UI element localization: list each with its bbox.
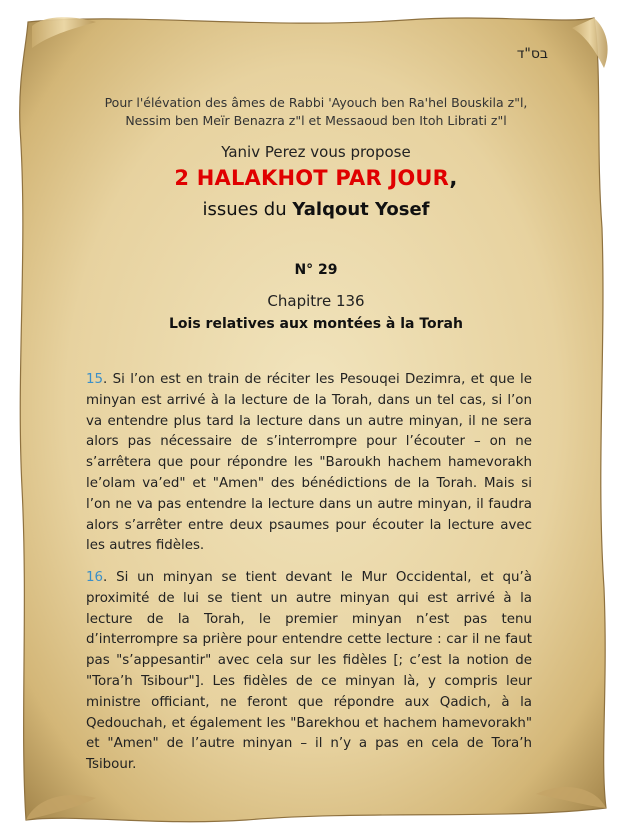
paragraph-number: 16	[86, 570, 104, 585]
halakha-paragraph	[86, 370, 532, 557]
subtitle-book: Yalqout Yosef	[292, 199, 430, 220]
paragraph-text: . Si un minyan se tient devant le Mur Occidental, et qu’à proximité de lui se tient un autre minyan qui est arrivé à la lecture de la Torah, le premier minyan n’est pas tenu d’interrompre sa prière pour entendre cette lecture : car il ne faut pas "s’appesantir" avec cela sur les fidèles [; c’est la notion de "Tora’h Tsibour"]. Les fidèles de ce minyan là, y compris leur ministre officiant, ne feront que répondre aux Qadich, à la Qedouchah, et également les "Barekhou et hachem hamevorakh" et "Amen" de l’autre minyan – il n’y a pas en cela de Tora’h Tsibour.	[86, 570, 532, 773]
dedication-line-2: Nessim ben Meïr Benazra z"l et Messaoud ben Itoh Librati z"l	[125, 113, 507, 128]
subtitle	[60, 199, 572, 220]
chapter-title: Lois relatives aux montées à la Torah	[169, 316, 463, 332]
page-title	[60, 166, 572, 190]
halakha-paragraph	[86, 568, 532, 776]
issue-number: N° 29	[294, 262, 338, 278]
bsd-mark: בס"ד	[516, 46, 548, 62]
paragraph-number: 15	[86, 372, 104, 387]
title-comma: ,	[449, 166, 458, 190]
intro-line: Yaniv Perez vous propose	[221, 143, 411, 161]
paragraph-text: . Si l’on est en train de réciter les Pesouqei Dezimra, et que le minyan est arrivé à la lecture de la Torah, dans un tel cas, si l’on va entendre plus tard la lecture dans un autre minyan, il ne sera alors pas nécessaire de s’interrompre pour l’écouter – on ne s’arrêtera que pour répondre les "Baroukh hachem hamevorakh le’olam va’ed" et "Amen" des bénédictions de la Torah. Mais si l’on ne va pas entendre la lecture dans un autre minyan, il faudra alors s’arrêter entre deux psaumes pour écouter la lecture avec les autres fidèles.	[86, 372, 532, 554]
chapter-label: Chapitre 136	[267, 292, 365, 310]
subtitle-prefix: issues du	[202, 199, 293, 220]
title-text: 2 HALAKHOT PAR JOUR	[174, 166, 450, 190]
dedication	[60, 94, 572, 130]
dedication-line-1: Pour l'élévation des âmes de Rabbi 'Ayouch ben Ra'hel Bouskila z"l,	[104, 95, 528, 110]
